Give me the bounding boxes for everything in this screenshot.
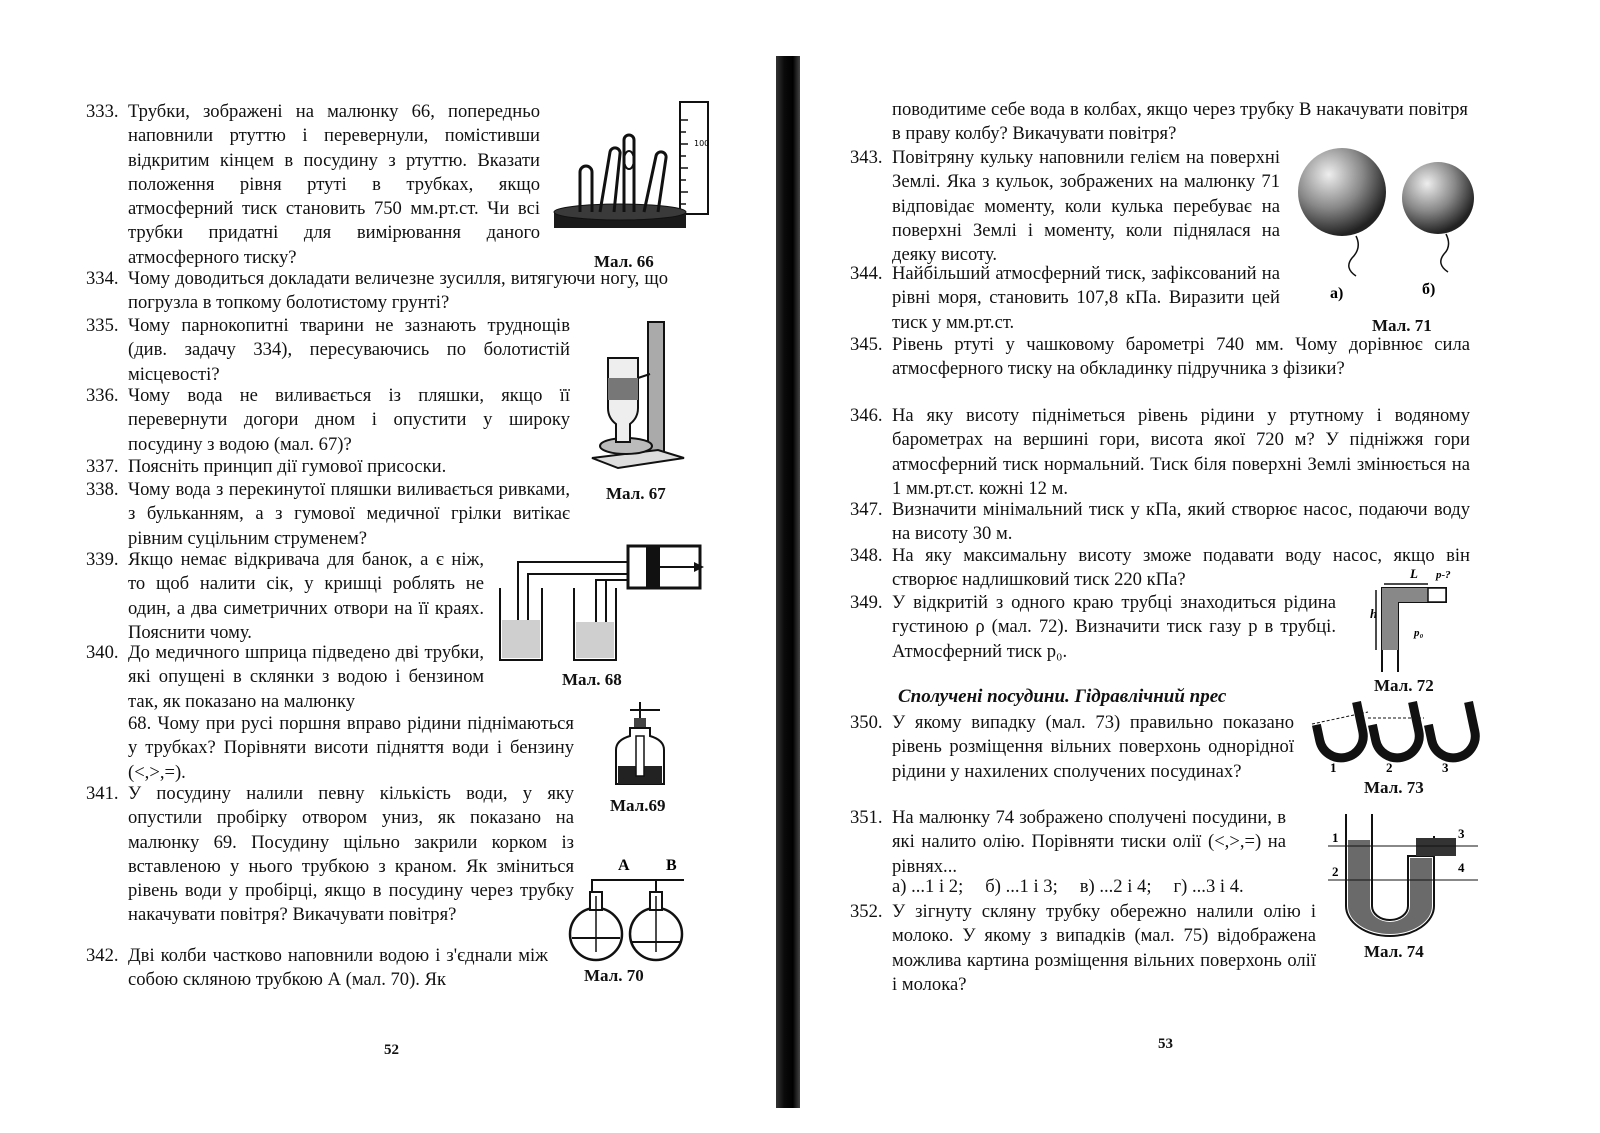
- problem-351-options: [892, 876, 1244, 898]
- problem-347: [850, 498, 1470, 547]
- problem-text: У посудину налили певну кількість води, у яку опустили пробірку отвором униз, як показано на малюнку 69. Посудину щільно закрили корком із вставленою у нього трубкою з краном. Як зміниться рівень води у пробірці, якщо в посудину через трубку накачувати повітря? Викачувати повітря?: [128, 783, 574, 926]
- fig72-label-p0: p₀: [1414, 627, 1424, 639]
- problem-number: 337.: [86, 456, 119, 477]
- caption-fig-68: Мал. 68: [562, 670, 622, 689]
- figure-69-vessel: [606, 700, 676, 790]
- right-page: [800, 0, 1600, 1133]
- fig70-label-b: В: [666, 857, 677, 874]
- fig66-scale-label: 100: [694, 139, 710, 148]
- problem-number: 335.: [86, 315, 119, 336]
- problem-text: Рівень ртуті у чашковому барометрі 740 мм. Чому дорівнює сила атмосферного тиску на обкладинку підручника з фізики?: [892, 334, 1470, 380]
- problem-350: [850, 711, 1294, 784]
- problem-number: 338.: [86, 479, 119, 500]
- fig73-label-2: 2: [1386, 760, 1393, 775]
- figure-66-tubes: [552, 100, 712, 240]
- problem-number: 341.: [86, 783, 119, 804]
- problem-number: 334.: [86, 268, 119, 289]
- problem-number: 339.: [86, 549, 119, 570]
- problem-352: [850, 900, 1316, 997]
- problem-text: Найбільший атмосферний тиск, зафіксований на рівні моря, становить 107,8 кПа. Виразити цей тиск у мм.рт.ст.: [892, 263, 1280, 333]
- problem-334: [86, 267, 668, 316]
- problem-346: [850, 404, 1470, 501]
- section-heading: Сполучені посудини. Гідравлічний прес: [898, 686, 1227, 707]
- problem-342: [86, 944, 548, 993]
- problem-text: У зігнуту скляну трубку обережно налили олію і молоко. У якому з випадків (мал. 75) відображена можлива картина розміщення вільних поверхонь олії і молока?: [892, 901, 1316, 995]
- problem-number: 350.: [850, 712, 883, 733]
- book-spine: [776, 56, 800, 1108]
- problem-345: [850, 333, 1470, 382]
- problem-number: 348.: [850, 545, 883, 566]
- problem-text: У відкритій з одного краю трубці знаходиться рідина густиною ρ (мал. 72). Визначити тиск газу p в трубці. Атмосферний тиск p₀.: [892, 592, 1336, 662]
- problem-342-continuation: [892, 98, 1468, 147]
- problem-text: На яку максимальну висоту зможе подавати воду насос, якщо він створює надлишковий тиск 220 кПа?: [892, 545, 1470, 591]
- problem-text: Чому вода з перекинутої пляшки виливається ривками, з бульканням, а з гумової медичної грілки витікає рівним суцільним струменем?: [128, 479, 570, 549]
- problem-text: Дві колби частково наповнили водою і з'єднали між собою скляною трубкою А (мал. 70). Як: [128, 945, 548, 991]
- problem-text: Чому доводиться докладати величезне зусилля, витягуючи ногу, що погрузла в топкому болотистому грунті?: [128, 268, 668, 314]
- caption-fig-69: Мал.69: [610, 796, 666, 815]
- caption-fig-71: Мал. 71: [1372, 316, 1432, 335]
- problem-340-b: [128, 712, 574, 785]
- fig74-label-4: 4: [1458, 860, 1465, 875]
- problem-number: 336.: [86, 385, 119, 406]
- problem-number: 342.: [86, 945, 119, 966]
- problem-number: 347.: [850, 499, 883, 520]
- problem-337: [86, 455, 570, 479]
- problem-341: [86, 782, 574, 928]
- caption-fig-70: Мал. 70: [584, 966, 644, 985]
- caption-fig-74: Мал. 74: [1364, 942, 1424, 961]
- problem-number: 333.: [86, 101, 119, 122]
- fig74-label-2: 2: [1332, 864, 1339, 879]
- option-c: в) ...2 і 4;: [1079, 876, 1152, 897]
- problem-text: 68. Чому при русі поршня вправо рідини піднімаються у трубках? Порівняти висоти підняття води і бензину (<,>,=).: [128, 713, 574, 783]
- problem-text: У якому випадку (мал. 73) правильно показано рівень розміщення вільних поверхонь однорідної рідини у нахилених сполучених посудинах?: [892, 712, 1294, 782]
- figure-74-vessels: [1328, 810, 1478, 944]
- problem-text: Чому вода не виливається із пляшки, якщо її перевернути догори дном і опустити у широку посудину з водою (мал. 67)?: [128, 385, 570, 455]
- problem-text: Поясніть принцип дії гумової присоски.: [128, 456, 447, 477]
- problem-text: Визначити мінімальний тиск у кПа, який створює насос, подаючи воду на висоту 30 м.: [892, 499, 1470, 545]
- problem-339: [86, 548, 484, 645]
- problem-number: 345.: [850, 334, 883, 355]
- problem-340-a: [86, 641, 484, 714]
- figure-72-tube: [1366, 566, 1466, 674]
- figure-73-u-tubes: [1308, 690, 1488, 778]
- option-b: б) ...1 і 3;: [985, 876, 1058, 897]
- left-page: [0, 0, 780, 1133]
- balloon-a-icon: [1298, 148, 1386, 236]
- problem-351: [850, 806, 1286, 879]
- problem-text: Чому парнокопитні тварини не зазнають труднощів (див. задачу 334), пересуваючись по болотистій місцевості?: [128, 315, 570, 385]
- fig74-label-3: 3: [1458, 826, 1465, 841]
- problem-text: На яку висоту підніметься рівень рідини у ртутному і водяному барометрах на вершині гори, висота якої 720 м? У підніжжя гори атмосферний тиск нормальний. Тиск біля поверхні Землі змінюється на 1 мм.рт.ст. кожні 12 м.: [892, 405, 1470, 499]
- figure-68-syringe: [496, 540, 706, 664]
- caption-fig-66: Мал. 66: [594, 252, 654, 271]
- problem-number: 349.: [850, 592, 883, 613]
- problem-number: 351.: [850, 807, 883, 828]
- figure-67-bottle: [588, 318, 688, 478]
- problem-335: [86, 314, 570, 387]
- problem-text: На малюнку 74 зображено сполучені посудини, в які налито олію. Порівняти тиски олії (<,>,=) на рівнях...: [892, 807, 1286, 877]
- fig72-label-L: L: [1410, 566, 1418, 581]
- fig71-label-a: а): [1330, 285, 1344, 302]
- problem-text: поводитиме себе вода в колбах, якщо через трубку В накачувати повітря в праву колбу? Викачувати повітря?: [892, 99, 1468, 145]
- figure-71-balloons: [1294, 146, 1484, 306]
- option-a: а) ...1 і 2;: [892, 876, 964, 897]
- figure-70-flasks: [566, 856, 696, 966]
- problem-number: 344.: [850, 263, 883, 284]
- fig74-label-1: 1: [1332, 830, 1339, 845]
- problem-number: 346.: [850, 405, 883, 426]
- problem-text: Трубки, зображені на малюнку 66, попередньо наповнили ртуттю і перевернули, помістивши відкритим кінцем в посудину з ртуттю. Вказати положення рівня ртуті в трубках, якщо атмосферний тиск становить 750 мм.рт.ст. Чи всі трубки придатні для вимірювання даного атмосферного тиску?: [128, 101, 540, 268]
- problem-336: [86, 384, 570, 457]
- problem-text: До медичного шприца підведено дві трубки, які опущені в склянки з водою і бензином так, як показано на малюнку: [128, 642, 484, 712]
- fig71-label-b: б): [1422, 281, 1436, 298]
- fig73-label-3: 3: [1442, 760, 1449, 775]
- page-number-left: 52: [384, 1042, 399, 1058]
- problem-number: 352.: [850, 901, 883, 922]
- problem-number: 343.: [850, 147, 883, 168]
- problem-343: [850, 146, 1280, 267]
- caption-fig-72: Мал. 72: [1374, 676, 1434, 695]
- caption-fig-67: Мал. 67: [606, 484, 666, 503]
- problem-text: Якщо немає відкривача для банок, а є ніж, то щоб налити сік, у кришці роблять не один, а два симетричних отвори на її краях. Пояснити чому.: [128, 549, 484, 643]
- fig73-label-1: 1: [1330, 760, 1337, 775]
- fig70-label-a: А: [618, 857, 630, 874]
- option-d: г) ...3 і 4.: [1173, 876, 1244, 897]
- caption-fig-73: Мал. 73: [1364, 778, 1424, 797]
- fig72-label-h: h: [1370, 606, 1378, 621]
- problem-text: Повітряну кульку наповнили гелієм на поверхні Землі. Яка з кульок, зображених на малюнку 71 відповідає моменту, коли кулька перебуває на поверхні Землі і моменту, коли піднялася на деяку висоту.: [892, 147, 1280, 266]
- problem-number: 340.: [86, 642, 119, 663]
- problem-344: [850, 262, 1280, 335]
- problem-333: [86, 100, 540, 270]
- page-number-right: 53: [1158, 1036, 1173, 1052]
- problem-349: [850, 591, 1336, 664]
- balloon-b-icon: [1402, 162, 1474, 234]
- fig72-label-p: p-?: [1436, 569, 1451, 581]
